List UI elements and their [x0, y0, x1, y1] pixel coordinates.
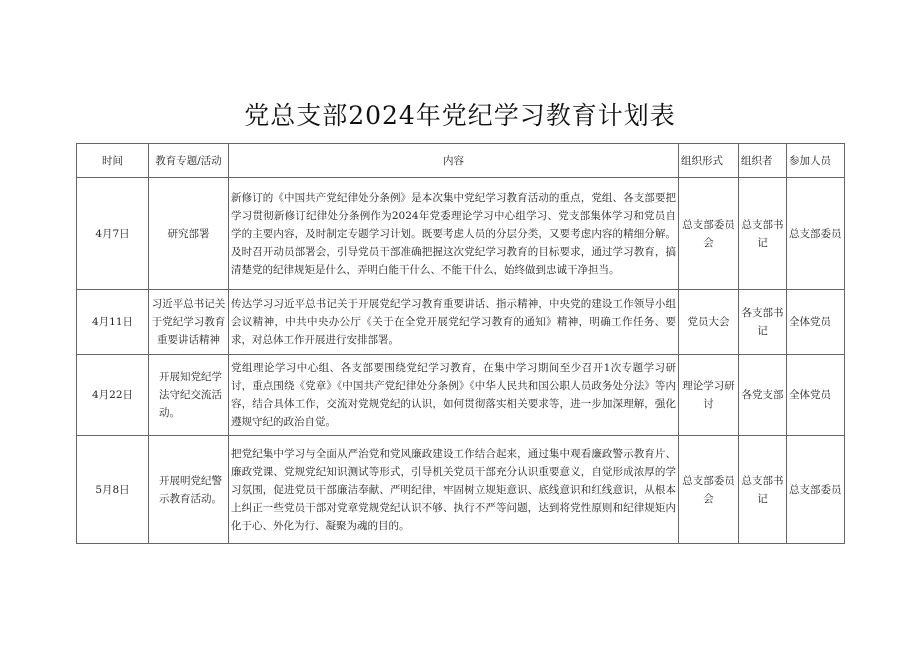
row-form: 总支部委员会: [679, 436, 739, 544]
header-content: 内容: [229, 144, 679, 178]
table-row: [77, 290, 845, 355]
row-organizer: 总支部书记: [739, 436, 787, 544]
row-form: 党员大会: [679, 290, 739, 355]
row-form: 理论学习研讨: [679, 355, 739, 436]
row-date: 4月11日: [77, 290, 149, 355]
row-participants: 全体党员: [787, 355, 845, 436]
table-row: [77, 178, 845, 290]
table-row: [77, 436, 845, 544]
row-participants: 总支部委员: [787, 178, 845, 290]
row-date: 4月7日: [77, 178, 149, 290]
row-content: 党组理论学习中心组、各支部要围绕党纪学习教育，在集中学习期间至少召开1次专题学习研讨，重点围绕《党章》《中国共产党纪律处分条例》《中华人民共和国公职人员政务处分法》等内容，结合具体工作，交流对党规党纪的认识，如何贯彻落实相关要求等，进一步加深理解，强化遵规守纪的政治自觉。: [229, 355, 679, 436]
row-content: 传达学习习近平总书记关于开展党纪学习教育重要讲话、指示精神，中央党的建设工作领导小组会议精神，中共中央办公厅《关于在全党开展党纪学习教育的通知》精神，明确工作任务、要求，对总体工作开展进行安排部署。: [229, 290, 679, 355]
row-participants: 全体党员: [787, 290, 845, 355]
row-organizer: 总支部书记: [739, 178, 787, 290]
row-date: 4月22日: [77, 355, 149, 436]
row-organizer: 各党支部: [739, 355, 787, 436]
row-form: 总支部委员会: [679, 178, 739, 290]
row-organizer: 各支部书记: [739, 290, 787, 355]
row-topic: 开展知党纪学法守纪交流活动。: [149, 355, 229, 436]
row-content: 把党纪集中学习与全面从严治党和党风廉政建设工作结合起来，通过集中观看廉政警示教育片、廉政党课、党规党纪知识测试等形式，引导机关党员干部充分认识重要意义，自觉形成浓厚的学习氛围，促进党员干部廉洁奉献、严明纪律，牢固树立规矩意识、底线意识和红线意识，从根本上纠正一些党员干部对党章党规党纪认识不够、执行不严等问题，达到将党性原则和纪律规矩内化于心、外化为行、凝聚为魂的目的。: [229, 436, 679, 544]
header-organizer: 组织者: [739, 144, 787, 178]
header-topic: 教育专题/活动: [149, 144, 229, 178]
header-form: 组织形式: [679, 144, 739, 178]
page-title: 党总支部2024年党纪学习教育计划表: [244, 101, 676, 130]
row-participants: 总支部委员: [787, 436, 845, 544]
row-content: 新修订的《中国共产党纪律处分条例》是本次集中党纪学习教育活动的重点，党组、各支部要把学习贯彻新修订纪律处分条例作为2024年党委理论学习中心组学习、党支部集体学习和党员自学的主要内容，及时制定专题学习计划。既要考虑人员的分层分类，又要考虑内容的精细分解。及时召开动员部署会，引导党员干部准确把握这次党纪学习教育的目标要求，通过学习教育，搞清楚党的纪律规矩是什么，弄明白能干什么、不能干什么，始终做到忠诚干净担当。: [229, 178, 679, 290]
row-topic: 习近平总书记关于党纪学习教育重要讲话精神: [149, 290, 229, 355]
row-date: 5月8日: [77, 436, 149, 544]
header-time: 时间: [77, 144, 149, 178]
table-header-row: [77, 144, 845, 178]
table-row: [77, 355, 845, 436]
row-topic: 开展明党纪警示教育活动。: [149, 436, 229, 544]
header-participants: 参加人员: [787, 144, 845, 178]
plan-table: [76, 143, 845, 544]
row-topic: 研究部署: [149, 178, 229, 290]
